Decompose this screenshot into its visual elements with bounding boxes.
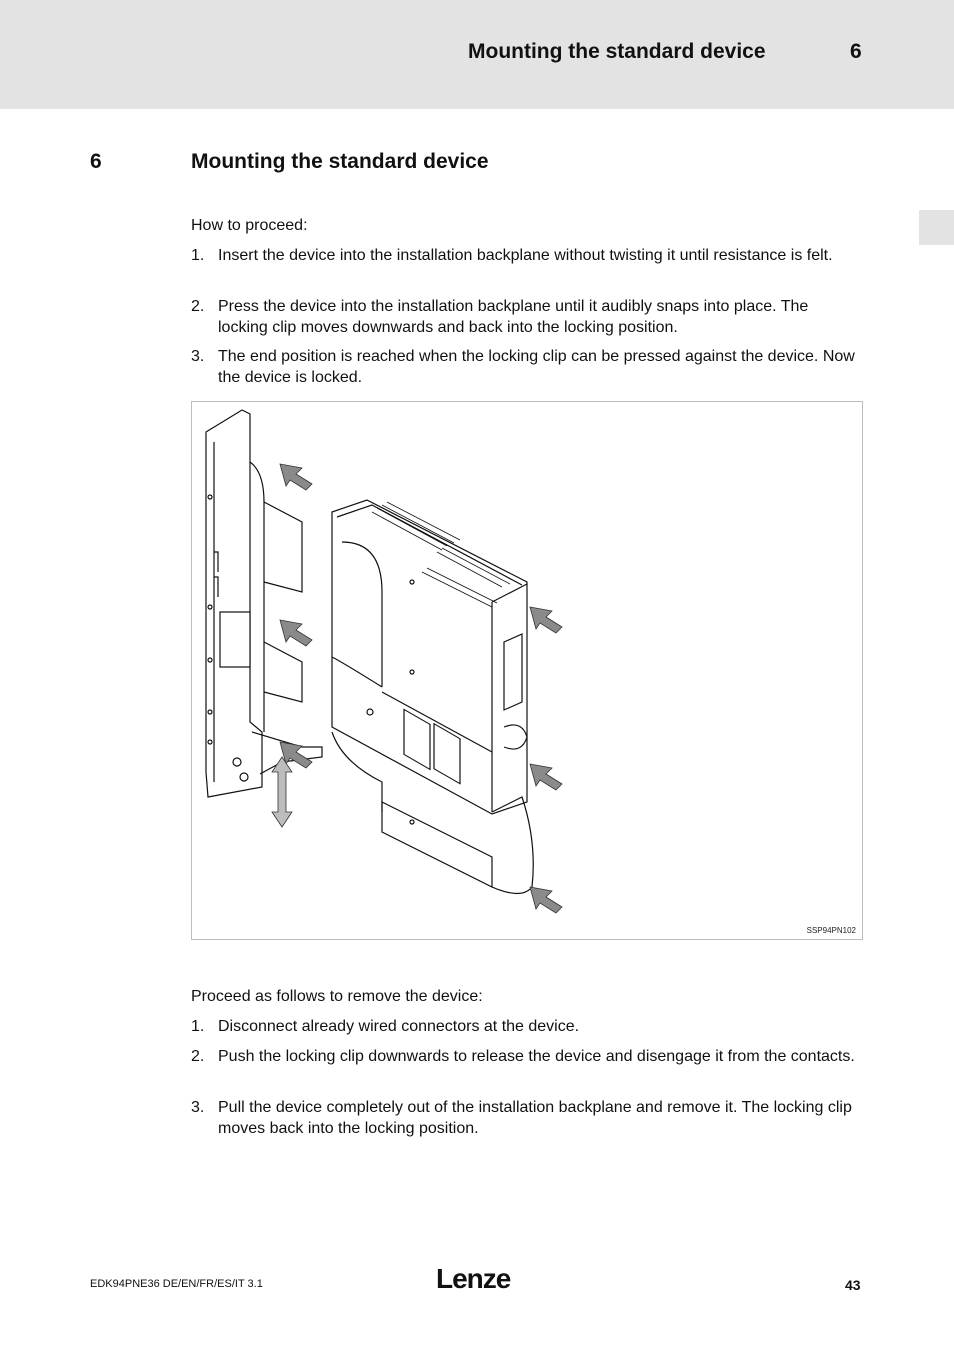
side-tab-marker: [919, 210, 954, 245]
mounting-intro: How to proceed:: [191, 217, 308, 234]
step-number: 1.: [191, 1018, 205, 1035]
step-text: Press the device into the installation backplane until it audibly snaps into place. The locking clip moves downwards and back into the locking position.: [218, 298, 809, 336]
step-number: 2.: [191, 298, 205, 315]
step-number: 2.: [191, 1048, 205, 1065]
figure-id: SSP94PN102: [806, 926, 856, 935]
step-text: The end position is reached when the locking clip can be pressed against the device. Now the device is locked.: [218, 348, 855, 386]
mounting-illustration: [191, 401, 863, 940]
lenze-logo: Lenze: [436, 1263, 511, 1294]
device-drawing: [192, 402, 862, 939]
section-title: Mounting the standard device: [191, 150, 489, 173]
step-text: Disconnect already wired connectors at the device.: [218, 1018, 580, 1035]
section-number: 6: [90, 150, 102, 173]
step-number: 1.: [191, 247, 205, 264]
step-number: 3.: [191, 1099, 205, 1116]
step-text: Pull the device completely out of the installation backplane and remove it. The locking clip moves back into the locking position.: [218, 1099, 852, 1137]
footer-doc-id: EDK94PNE36 DE/EN/FR/ES/IT 3.1: [90, 1278, 263, 1290]
removal-intro: Proceed as follows to remove the device:: [191, 988, 483, 1005]
step-text: Push the locking clip downwards to release the device and disengage it from the contacts.: [218, 1048, 855, 1065]
header-title: Mounting the standard device: [468, 40, 766, 63]
step-number: 3.: [191, 348, 205, 365]
step-text: Insert the device into the installation backplane without twisting it until resistance is felt.: [218, 247, 833, 264]
header-chapter-number: 6: [850, 40, 862, 63]
page-number: 43: [845, 1277, 861, 1293]
